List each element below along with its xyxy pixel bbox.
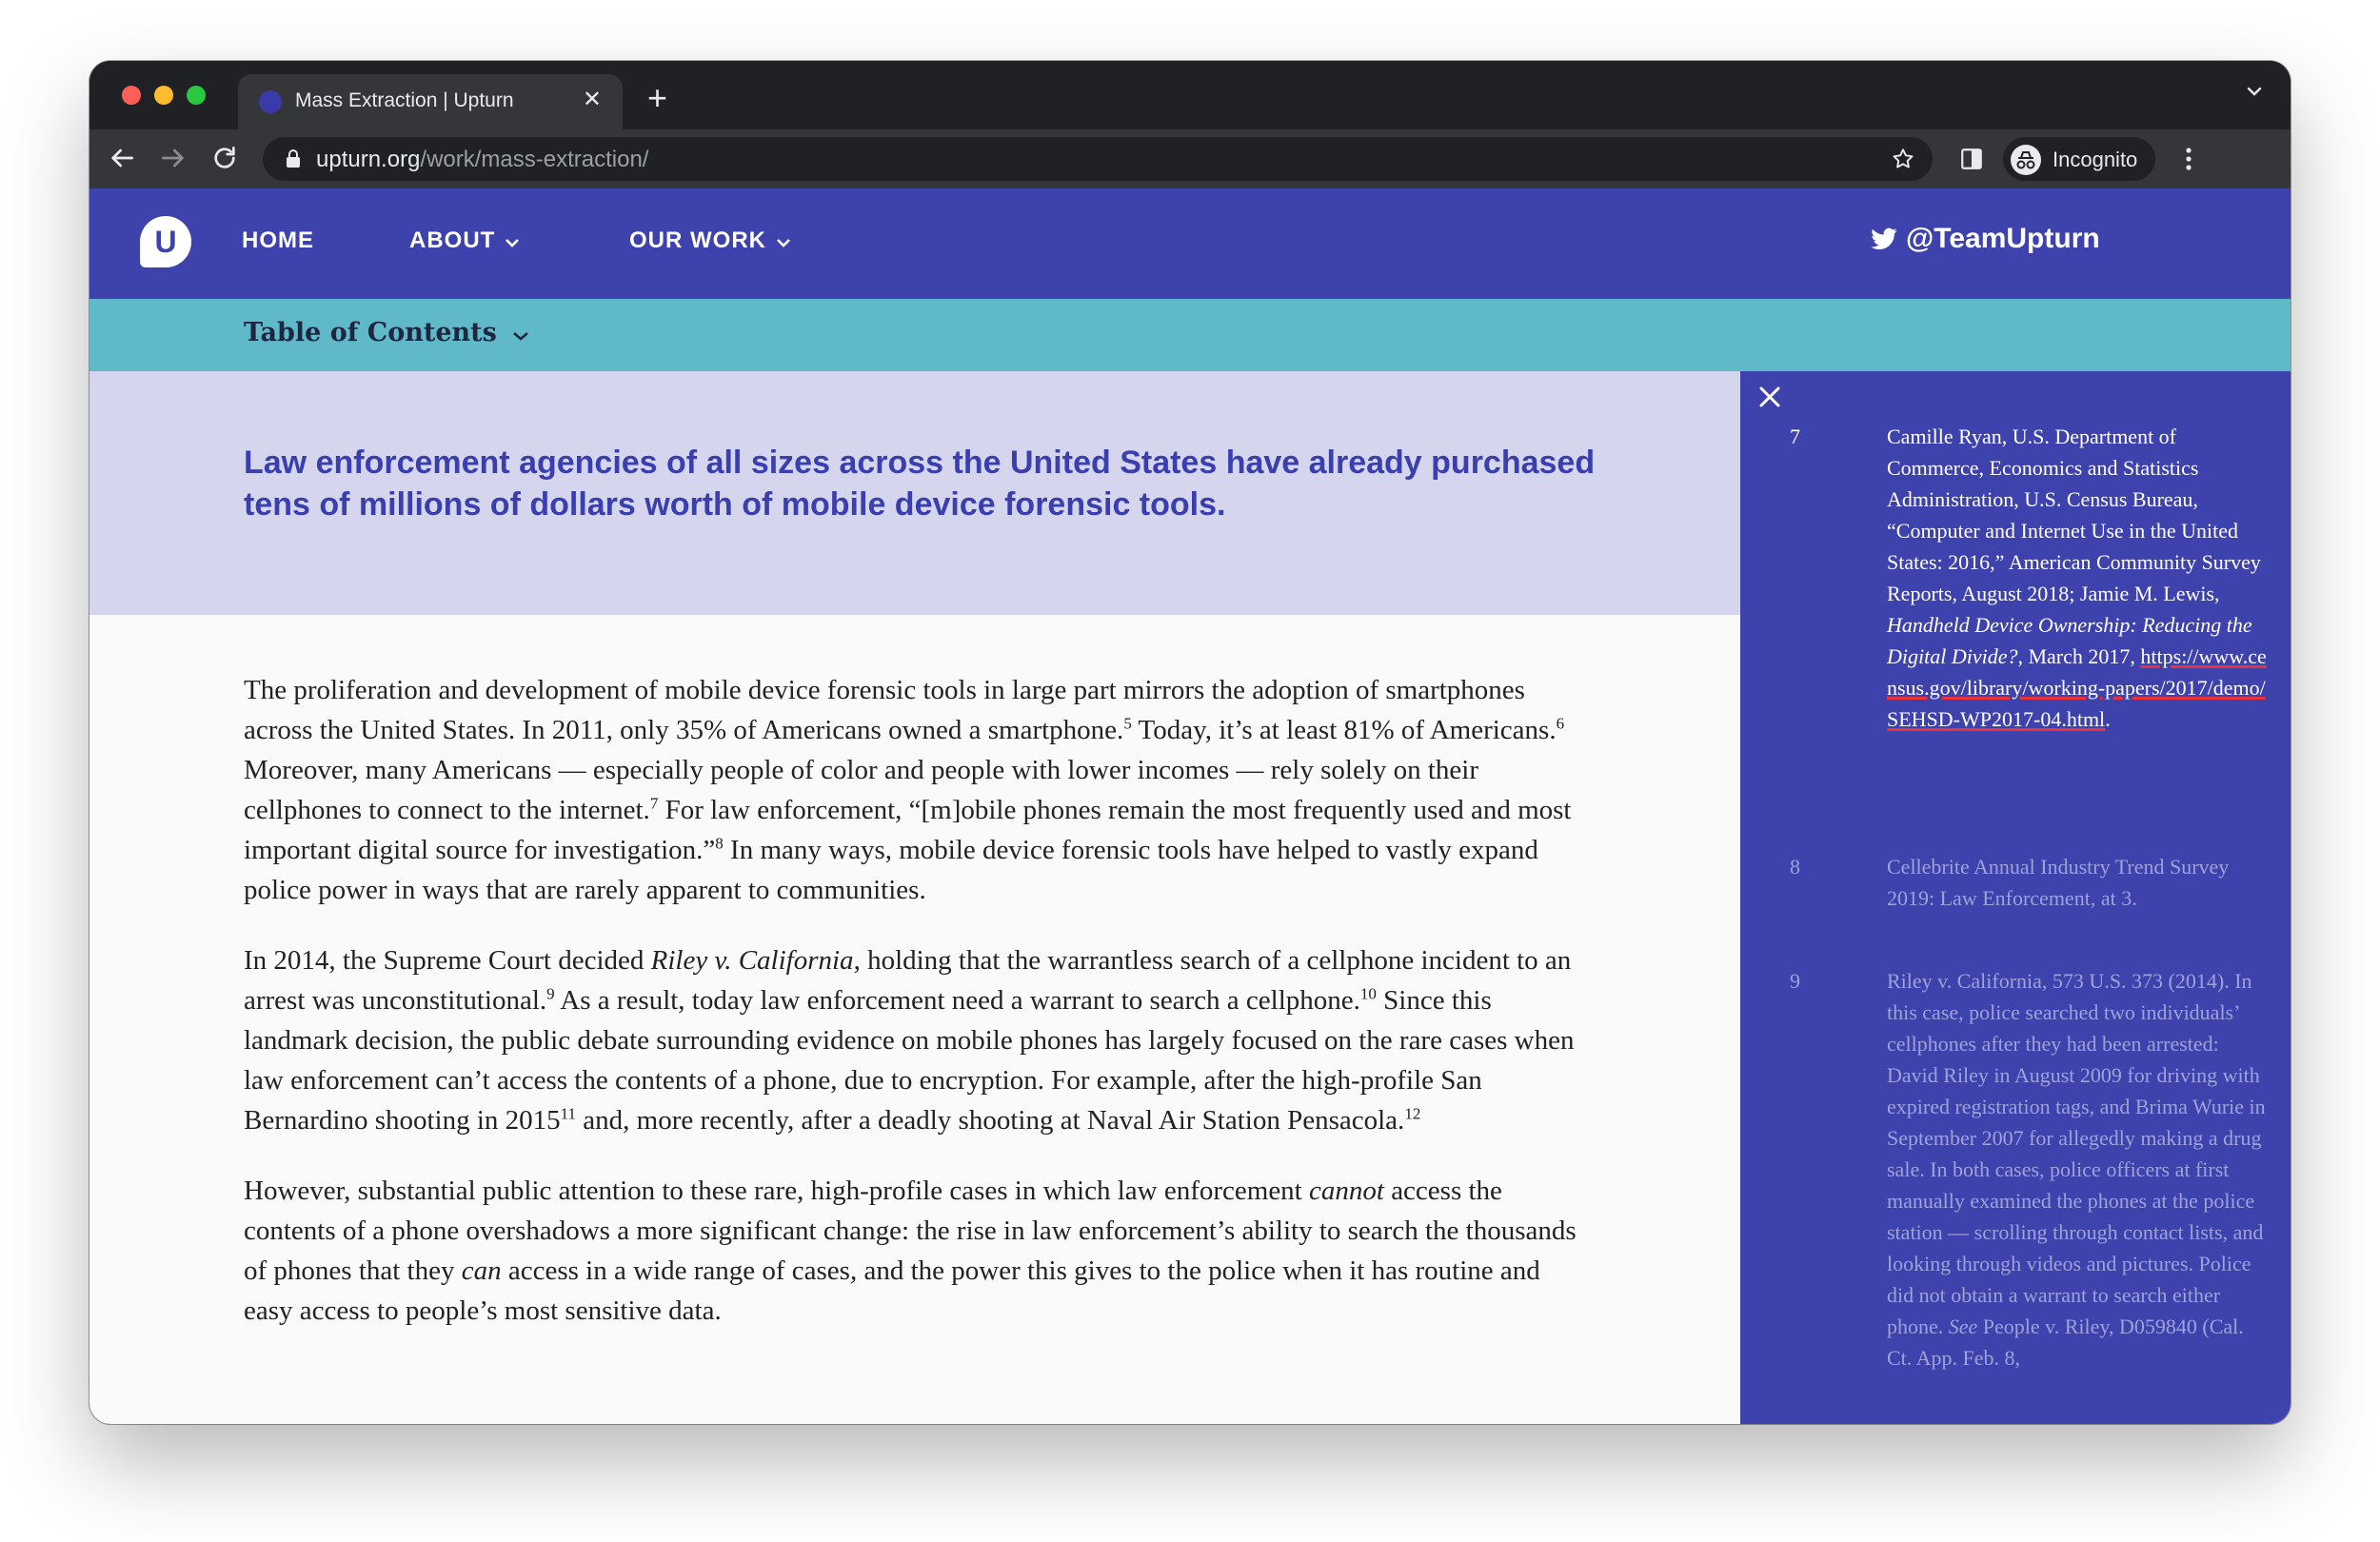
chevron-down-icon bbox=[505, 228, 520, 255]
footnote-ref-6[interactable]: 6 bbox=[1556, 714, 1565, 733]
footnote-ref-9[interactable]: 9 bbox=[546, 984, 555, 1003]
site-header bbox=[89, 188, 2291, 299]
footnote-number: 7 bbox=[1790, 425, 1800, 448]
article-paragraph: The proliferation and development of mobile device forensic tools in large part mirrors the adoption of smartphones across the United States. In 2011, only 35% of Americans owned a smartphone.$^5$ Today, it’s at least 81% of Americans.$^6$ Moreover, many Americans — especially people of color and people with lower incomes — rely solely on their cellphones to connect to the internet.$^7$ For law enforcement, “[m]obile phones remain the most frequently used and most important digital source for investigation.”$^8$ In many ways, mobile device forensic tools have helped to vastly expand police power in ways that are rarely apparent to communities. bbox=[244, 675, 1572, 905]
maximize-window-button[interactable] bbox=[187, 86, 206, 105]
twitter-handle: @TeamUpturn bbox=[1906, 223, 2100, 254]
close-icon[interactable] bbox=[1755, 383, 1784, 415]
browser-window bbox=[89, 61, 2291, 1424]
footnotes-panel bbox=[1740, 371, 2291, 1424]
kebab-menu-icon[interactable] bbox=[2184, 147, 2193, 175]
incognito-label: Incognito bbox=[2053, 148, 2138, 171]
table-of-contents-bar bbox=[89, 299, 2291, 371]
footnote-ref-10[interactable]: 10 bbox=[1359, 984, 1377, 1003]
nav-about-menu[interactable] bbox=[409, 227, 520, 255]
article-paragraph: However, substantial public attention to these rare, high-profile cases in which law enforcement cannot access the contents of a phone overshadows a more significant change: the rise in law enforcement’s ability to search the thousands of phones that they can access in a wide range of cases, and the power this gives to the police when it has routine and easy access to people’s most sensitive data. bbox=[244, 1176, 1577, 1326]
back-arrow-icon[interactable] bbox=[107, 143, 137, 177]
chevron-down-icon bbox=[776, 228, 791, 255]
article-body bbox=[244, 670, 1596, 1361]
nav-about-label: ABOUT bbox=[409, 227, 496, 253]
table-of-contents-toggle[interactable] bbox=[244, 318, 529, 348]
favicon-icon bbox=[259, 90, 282, 113]
footnote-text: Cellebrite Annual Industry Trend Survey 2019: Law Enforcement, at 3. bbox=[1887, 855, 2230, 910]
lock-icon[interactable] bbox=[284, 148, 303, 176]
reload-icon[interactable] bbox=[209, 143, 240, 177]
footnote-ref-12[interactable]: 12 bbox=[1404, 1104, 1421, 1123]
browser-tab[interactable] bbox=[238, 74, 623, 129]
twitter-link[interactable] bbox=[1870, 223, 2100, 255]
browser-toolbar bbox=[89, 129, 2291, 188]
twitter-icon bbox=[1870, 227, 1898, 252]
tab-search-chevron-icon[interactable] bbox=[2243, 80, 2266, 107]
nav-our-work-menu[interactable] bbox=[629, 227, 791, 255]
new-tab-button[interactable]: + bbox=[647, 78, 668, 117]
nav-our-work-label: OUR WORK bbox=[629, 227, 766, 253]
star-icon[interactable] bbox=[1891, 147, 1915, 178]
footnote-text: Riley v. California, 573 U.S. 373 (2014). In this case, police searched two individuals’ cellphones after they had been arrested: David Riley in August 2009 for driving with expired registration tags, and Brima Wurie in September 2007 for allegedly making a drug sale. In both cases, police officers at first manually examined the phones at the police station — scrolling through contact lists, and looking through videos and pictures. Police did not obtain a warrant to search either phone. See People v. Riley, D059840 (Cal. Ct. App. Feb. 8, bbox=[1887, 969, 2266, 1370]
footnote-ref-7[interactable]: 7 bbox=[649, 794, 659, 813]
minimize-window-button[interactable] bbox=[154, 86, 173, 105]
pull-quote-banner bbox=[89, 371, 1740, 615]
footnote-link[interactable]: https://www.census.gov/library/working-papers/2017/demo/SEHSD-WP2017-04.html bbox=[1887, 644, 2267, 731]
incognito-profile-button[interactable] bbox=[2003, 137, 2155, 181]
footnote-number: 9 bbox=[1790, 969, 1800, 993]
upturn-logo[interactable]: U bbox=[140, 216, 191, 267]
tab-strip bbox=[89, 61, 2291, 129]
close-window-button[interactable] bbox=[122, 86, 141, 105]
tab-title: Mass Extraction | Upturn bbox=[295, 89, 514, 111]
close-tab-icon[interactable]: ✕ bbox=[582, 87, 602, 112]
footnote-ref-11[interactable]: 11 bbox=[560, 1104, 577, 1123]
side-panel-icon[interactable] bbox=[1959, 147, 1984, 175]
footnote-ref-8[interactable]: 8 bbox=[715, 834, 724, 853]
footnote-ref-5[interactable]: 5 bbox=[1123, 714, 1132, 733]
nav-home-link[interactable]: HOME bbox=[242, 227, 314, 253]
forward-arrow-icon[interactable] bbox=[158, 143, 188, 177]
chevron-down-icon bbox=[512, 319, 529, 348]
toc-label: Table of Contents bbox=[244, 318, 497, 347]
footnote-text: Camille Ryan, U.S. Department of Commerce, Economics and Statistics Administration, U.S. Census Bureau, “Computer and Internet Use in the United States: 2016,” American Community Survey Reports, August 2018; Jamie M. Lewis, Handheld Device Ownership: Reducing the Digital Divide?, March 2017, https://www.census.gov/library/working-papers/2017/demo/SEHSD-WP2017-04.html. bbox=[1887, 425, 2267, 731]
footnote-number: 8 bbox=[1790, 855, 1800, 879]
web-page bbox=[89, 188, 2291, 1424]
article-paragraph: In 2014, the Supreme Court decided Riley v. California, holding that the warrantless search of a cellphone incident to an arrest was unconstitutional.$^9$ As a result, today law enforcement need a warrant to search a cellphone.$^{10}$ Since this landmark decision, the public debate surrounding evidence on mobile phones has largely focused on the rare cases when law enforcement can’t access the contents of a phone, due to encryption. For example, after the high-profile San Bernardino shooting in 2015$^{11}$ and, more recently, after a deadly shooting at Naval Air Station Pensacola.$^{12}$ bbox=[244, 945, 1575, 1136]
address-bar[interactable] bbox=[263, 137, 1933, 181]
url-text[interactable]: upturn.org/work/mass-extraction/ bbox=[316, 147, 649, 172]
incognito-icon bbox=[2011, 145, 2041, 175]
pull-quote-text: Law enforcement agencies of all sizes across the United States have already purchased tens of millions of dollars worth of mobile device forensic tools. bbox=[244, 445, 1596, 523]
